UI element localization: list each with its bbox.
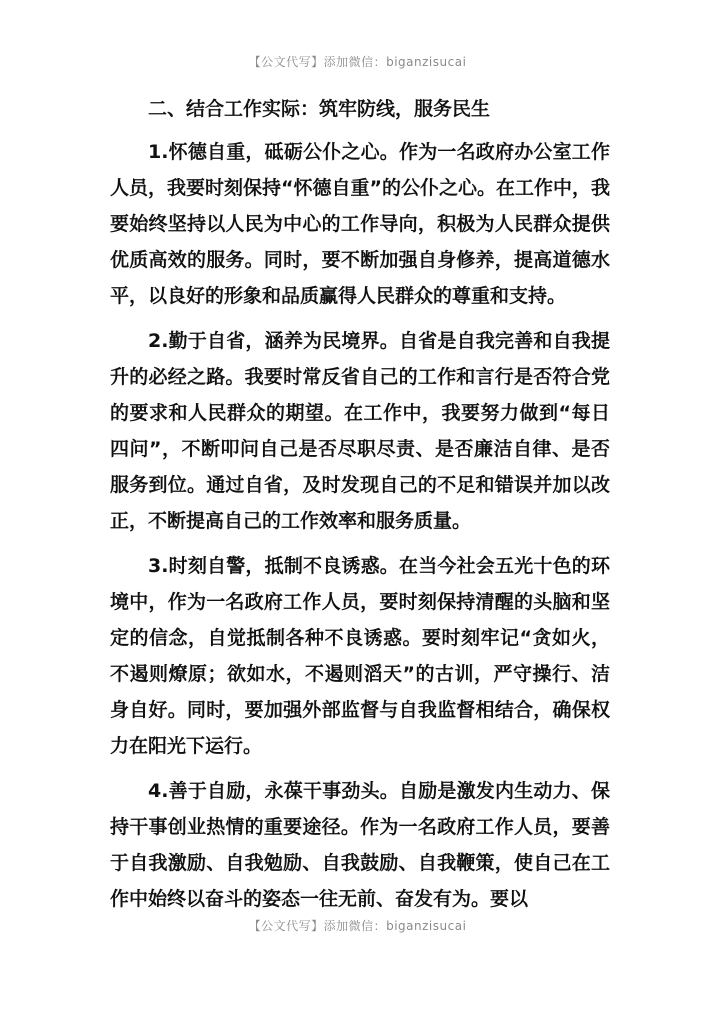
paragraph-3: 3.时刻自警，抵制不良诱惑。在当今社会五光十色的环境中，作为一名政府工作人员，要时刻保持清醒的头脑和坚定的信念，自觉抵制各种不良诱惑。要时刻牢记“贪如火，不遏则燎原；欲如水，不遏则滔天”的古训，严守操行、洁身自好。同时，要加强外部监督与自我监督相结合，确保权力在阳光下运行。 — [110, 555, 610, 757]
section-heading: 二、结合工作实际：筑牢防线，服务民生 — [148, 98, 491, 120]
paragraph-1: 1.怀德自重，砥砺公仆之心。作为一名政府办公室工作人员，我要时刻保持“怀德自重”的公仆之心。在工作中，我要始终坚持以人民为中心的工作导向，积极为人民群众提供优质高效的服务。同时，要不断加强自身修养，提高道德水平，以良好的形象和品质赢得人民群众的尊重和支持。 — [110, 141, 610, 307]
document-body — [110, 93, 610, 926]
paragraph-2: 2.勤于自省，涵养为民境界。自省是自我完善和自我提升的必经之路。我要时常反省自己的工作和言行是否符合党的要求和人民群众的期望。在工作中，我要努力做到“每日四问”，不断叩问自己是否尽职尽责、是否廉洁自律、是否服务到位。通过自省，及时发现自己的不足和错误并加以改正，不断提高自己的工作效率和服务质量。 — [110, 330, 610, 532]
header-watermark: 【公文代写】添加微信：biganzisucai — [248, 55, 467, 69]
paragraph-4: 4.善于自励，永葆干事劲头。自励是激发内生动力、保持干事创业热情的重要途径。作为一名政府工作人员，要善于自我激励、自我勉励、自我鼓励、自我鞭策，使自己在工作中始终以奋斗的姿态一往无前、奋发有为。要以 — [110, 780, 610, 910]
footer-watermark: 【公文代写】添加微信：biganzisucai — [248, 919, 467, 933]
